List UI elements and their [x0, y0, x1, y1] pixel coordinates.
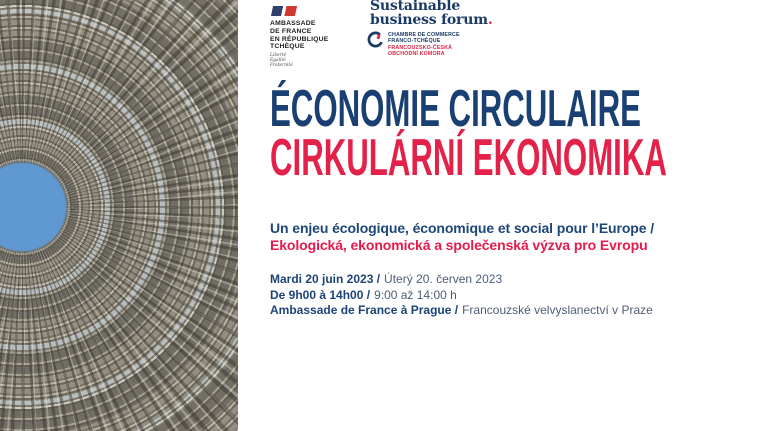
event-subtitle: [270, 220, 654, 253]
detail-time-cz: 9:00 až 14:00 h: [374, 287, 457, 302]
motto-egalite: Égalité: [270, 58, 286, 64]
motto-liberte: Liberté: [270, 53, 287, 59]
detail-date-fr: Mardi 20 juin 2023 /: [270, 272, 381, 286]
chamber-line-2: FRANCO-TCHÈQUE: [388, 38, 441, 45]
title-czech: CIRKULÁRNÍ EKONOMIKA: [270, 129, 667, 187]
chamber-line-3: FRANCOUZSKO-ČESKÁ: [388, 44, 453, 51]
embassy-logo: [270, 6, 360, 69]
embassy-name-line-1: AMBASSADE: [270, 20, 316, 27]
embassy-name-line-3: EN RÉPUBLIQUE: [270, 35, 329, 43]
embassy-name: [270, 20, 360, 51]
sustainable-business-forum-logo: [370, 0, 493, 27]
embassy-motto: [270, 54, 360, 69]
detail-location-cz: Francouzské velvyslanectví v Praze: [462, 303, 653, 317]
detail-time-fr: De 9h00 à 14h00 /: [270, 287, 371, 302]
hive-pavilion-photo: [0, 0, 238, 431]
event-details: [270, 272, 653, 319]
motto-fraternite: Fraternité: [270, 63, 293, 68]
chamber-line-1: CHAMBRE DE COMMERCE: [388, 32, 460, 38]
chamber-logo-text: [388, 31, 460, 57]
forum-logo-line-2: [370, 11, 493, 28]
chamber-of-commerce-logo: [367, 31, 460, 57]
chamber-line-4: OBCHODNÍ KOMORA: [388, 50, 445, 57]
detail-date-cz: Úterý 20. červen 2023: [384, 272, 503, 286]
detail-location: [270, 303, 653, 319]
detail-time: [270, 288, 653, 304]
forum-red-dot: .: [487, 11, 493, 28]
detail-location-fr: Ambassade de France à Prague /: [270, 303, 459, 317]
subtitle-czech: Ekologická, ekonomická a společenská výzva pro Evropu: [270, 236, 648, 253]
chamber-logo-icon: [367, 31, 384, 48]
detail-date: [270, 272, 653, 288]
subtitle-french: Un enjeu écologique, économique et social pour l’Europe /: [270, 220, 655, 236]
title-french: ÉCONOMIE CIRCULAIRE: [270, 80, 641, 138]
embassy-name-line-4: TCHÈQUE: [270, 43, 305, 51]
forum-word-sustainable: Sustainable: [370, 0, 461, 14]
embassy-name-line-2: DE FRANCE: [270, 27, 312, 35]
forum-word-business-forum: business forum: [370, 11, 488, 28]
french-flag-icon: [271, 6, 297, 16]
event-title: [270, 80, 667, 187]
